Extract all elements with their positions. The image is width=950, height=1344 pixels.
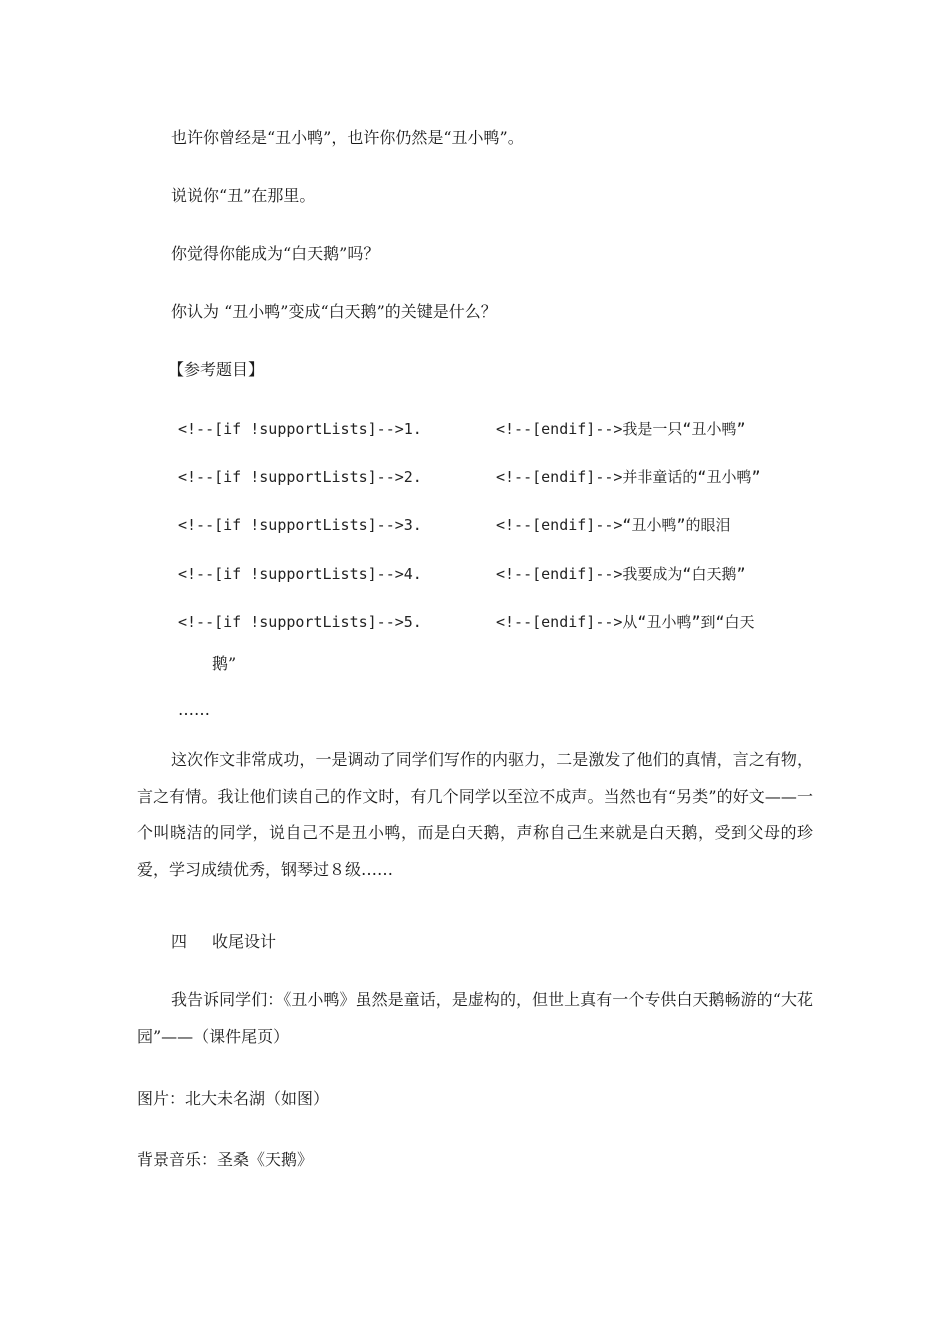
body-paragraph-2: 我告诉同学们：《丑小鸭》虽然是童话，是虚构的，但世上真有一个专供白天鹅畅游的“大花园”——（课件尾页） xyxy=(137,990,813,1046)
picture-caption: 图片：北大未名湖（如图） xyxy=(137,1089,330,1108)
topic-5-text: <!--[endif]-->从“丑小鸭”到“白天 xyxy=(496,613,755,631)
question-4: 你认为 “丑小鸭”变成“白天鹅”的关键是什么？ xyxy=(171,302,497,321)
topic-3-text: <!--[endif]-->“丑小鸭”的眼泪 xyxy=(496,516,731,534)
question-3: 你觉得你能成为“白天鹅”吗？ xyxy=(171,244,380,263)
question-1: 也许你曾经是“丑小鸭”，也许你仍然是“丑小鸭”。 xyxy=(171,128,524,147)
topic-5-marker: <!--[if !supportLists]-->5. xyxy=(178,613,422,631)
topic-3-marker: <!--[if !supportLists]-->3. xyxy=(178,516,422,534)
body-paragraph-1: 这次作文非常成功，一是调动了同学们写作的内驱力，二是激发了他们的真情，言之有物，言之有情。我让他们读自己的作文时，有几个同学以至泣不成声。当然也有“另类”的好文——一个叫晓洁的同学，说自己不是丑小鸭，而是白天鹅，声称自己生来就是白天鹅，受到父母的珍爱，学习成绩优秀，钢琴过８级…… xyxy=(137,750,813,879)
reference-heading: 【参考题目】 xyxy=(168,360,265,379)
topic-1-text: <!--[endif]-->我是一只“丑小鸭” xyxy=(496,420,746,438)
section-4-title: 收尾设计 xyxy=(212,932,277,951)
music-caption: 背景音乐：圣桑《天鹅》 xyxy=(137,1150,314,1169)
topic-4-marker: <!--[if !supportLists]-->4. xyxy=(178,565,422,583)
ellipsis: …… xyxy=(178,700,210,719)
topic-5-continuation: 鹅” xyxy=(212,654,237,673)
topic-4-text: <!--[endif]-->我要成为“白天鹅” xyxy=(496,565,746,583)
topic-1-marker: <!--[if !supportLists]-->1. xyxy=(178,420,422,438)
question-2: 说说你“丑”在那里。 xyxy=(171,186,316,205)
topic-2-marker: <!--[if !supportLists]-->2. xyxy=(178,468,422,486)
topic-2-text: <!--[endif]-->并非童话的“丑小鸭” xyxy=(496,468,761,486)
section-4-number: 四 xyxy=(171,932,188,951)
